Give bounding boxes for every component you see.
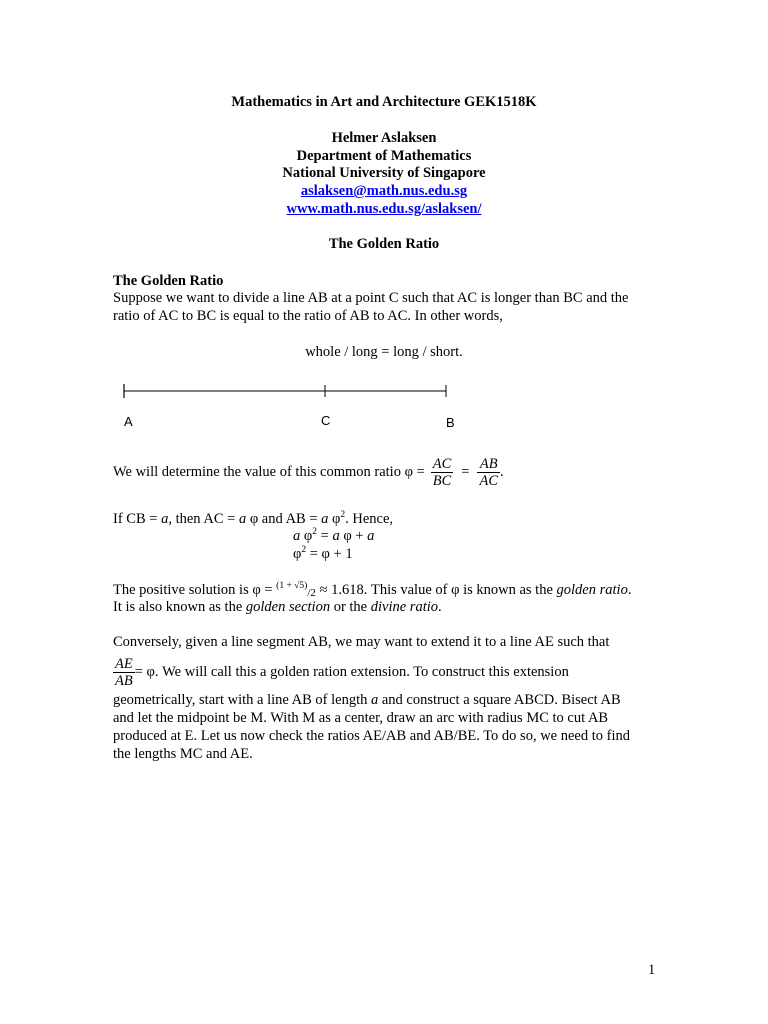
text-run: φ — [332, 511, 341, 527]
text-run: The positive solution is φ = — [113, 582, 273, 598]
text-run: φ and AB = — [249, 511, 318, 527]
label-point-c: C — [321, 413, 331, 428]
text-run: φ — [303, 528, 313, 544]
term-golden-ratio: golden ratio — [556, 582, 628, 598]
fraction-denominator: AB — [115, 672, 133, 689]
conversely-line4: and let the midpoint be M. With M as a center, draw an arc with radius MC to cut AB — [113, 710, 609, 726]
fraction-denominator: BC — [432, 472, 452, 489]
text-run: It is also known as the — [113, 599, 243, 615]
conversely-line3 — [113, 692, 621, 709]
text-run: a — [321, 511, 329, 527]
superscript: 2 — [312, 527, 317, 537]
text-run: or the — [333, 599, 368, 615]
text-run: ≈ 1.618. This value of φ is known as the — [319, 582, 553, 598]
conversely-line2 — [113, 652, 569, 692]
text-run: a — [370, 692, 379, 708]
text-run: If CB = — [113, 511, 158, 527]
author-name: Helmer Aslaksen — [331, 130, 437, 146]
conversely-line1: Conversely, given a line segment AB, we may want to extend it to a line AE such that — [113, 634, 610, 650]
whole-long-formula: whole / long = long / short. — [305, 344, 463, 360]
conversely-line5: produced at E. Let us now check the ratios AE/AB and AB/BE. To do so, we need to find — [113, 728, 630, 744]
subscript: /2 — [307, 587, 316, 599]
fraction-ac-bc — [431, 456, 454, 489]
section-heading: The Golden Ratio — [113, 273, 224, 289]
ratio-equation — [113, 452, 504, 492]
text-run: a — [332, 528, 340, 544]
text-run: φ + — [343, 528, 364, 544]
positive-solution-line: The positive solution is φ = $^{(1 + √5)}$/2 ≈ 1.618. This value of φ is known as the golden ratio. — [113, 581, 632, 599]
text-run: geometrically, start with a line AB of length — [113, 692, 368, 708]
equation-2 — [293, 545, 353, 563]
fraction-numerator: AE — [115, 655, 133, 672]
label-point-a: A — [124, 414, 133, 429]
label-point-b: B — [446, 415, 455, 430]
line-diagram — [118, 382, 458, 402]
fraction-denominator: AC — [479, 472, 498, 489]
equals-sign: = — [461, 463, 470, 480]
text-run: . Hence, — [345, 511, 394, 527]
if-cb-line — [113, 510, 393, 528]
superscript: 2 — [301, 545, 307, 555]
text-run: a, — [161, 511, 172, 527]
website-link[interactable]: www.math.nus.edu.sg/aslaksen/ — [286, 201, 482, 217]
term-golden-section: golden section — [245, 599, 331, 615]
course-title: Mathematics in Art and Architecture GEK1518K — [231, 94, 537, 110]
department: Department of Mathematics — [296, 148, 472, 164]
para1-line2: ratio of AC to BC is equal to the ratio of AB to AC. In other words, — [113, 308, 503, 324]
also-known-line: It is also known as the golden section or the divine ratio. — [113, 599, 442, 615]
doc-title: The Golden Ratio — [328, 236, 440, 252]
equation-1 — [293, 527, 374, 545]
para1-line1: Suppose we want to divide a line AB at a point C such that AC is longer than BC and the — [113, 290, 629, 306]
university: National University of Singapore — [282, 165, 486, 181]
superscript: 2 — [340, 510, 346, 520]
text-run: and construct a square ABCD. Bisect AB — [381, 692, 621, 708]
period: . — [500, 463, 504, 480]
fraction-ab-ac — [477, 456, 500, 489]
text-run: = φ. We will call this a golden ration extension. To construct this extension — [134, 663, 569, 680]
conversely-line6: the lengths MC and AE. — [113, 746, 253, 762]
fraction-numerator: AC — [432, 455, 452, 472]
text-run: a — [238, 511, 247, 527]
text-run: φ — [293, 546, 302, 562]
term-divine-ratio: divine ratio — [370, 599, 439, 615]
text-run: a — [367, 528, 375, 544]
fraction-numerator: AB — [479, 455, 498, 472]
page-number: 1 — [648, 962, 656, 978]
fraction-ae-ab — [113, 656, 135, 689]
ratio-intro: We will determine the value of this common ratio φ = — [113, 463, 425, 480]
text-run: = φ + 1 — [309, 546, 353, 562]
text-run: then AC = — [175, 511, 236, 527]
text-run: = — [320, 528, 329, 544]
text-run: a — [293, 528, 301, 544]
superscript: (1 + √5) — [276, 581, 308, 591]
email-link[interactable]: aslaksen@math.nus.edu.sg — [300, 183, 468, 199]
